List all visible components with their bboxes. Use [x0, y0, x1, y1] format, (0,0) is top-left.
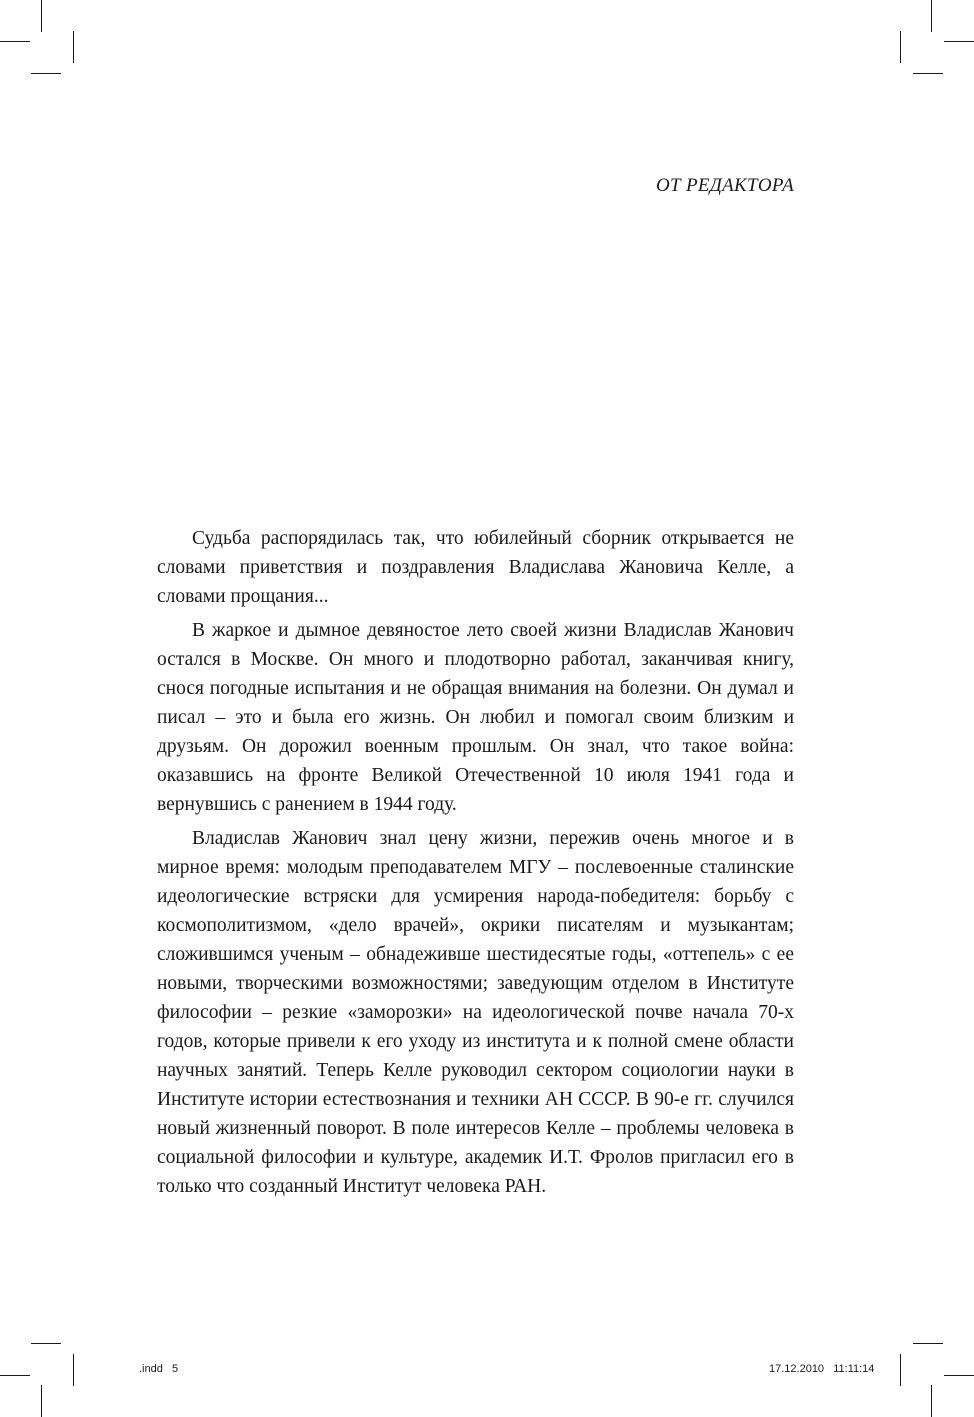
crop-mark-bottom-left-h1: [0, 1375, 30, 1376]
paragraph-1: Судьба распорядилась так, что юбилейный сборник открывается не словами приветствия и поздравления Владислава Жановича Келле, а словами прощания...: [157, 528, 794, 607]
body-text: [157, 524, 794, 1206]
crop-mark-top-right-v2: [900, 31, 901, 63]
crop-mark-bottom-left-h2: [31, 1343, 61, 1344]
paragraph-3: Владислав Жанович знал цену жизни, пережив очень многое и в мирное время: молодым преподавателем МГУ – послевоенные сталинские идеологические встряски для усмирения народа-победителя: борьбу с космополитизмом, «дело врачей», окрики писателям и музыкантам; сложившимся ученым – обнадеживше шестидесятые годы, «оттепель» с ее новыми, творческими возможностями; заведующим отделом в Институте философии – резкие «заморозки» на идеологической почве начала 70-х годов, которые привели к его уходу из института и к полной смене области научных занятий. Теперь Келле руководил сектором социологии науки в Институте истории естествознания и техники АН СССР. В 90-е гг. случился новый жизненный поворот. В поле интересов Келле – проблемы человека в социальной философии и культуре, академик И.Т. Фролов пригласил его в только что созданный Институт человека РАН.: [157, 828, 794, 1197]
crop-mark-bottom-right-h1: [944, 1375, 974, 1376]
crop-mark-bottom-right-v2: [900, 1354, 901, 1386]
paragraph-2: В жаркое и дымное девяностое лето своей жизни Владислав Жанович остался в Москве. Он много и плодотворно работал, заканчивая книгу, снося погодные испытания и не обращая внимания на болезни. Он думал и писал – это и была его жизнь. Он любил и помогал своим близким и друзьям. Он дорожил военным прошлым. Он знал, что такое война: оказавшись на фронте Великой Отечественной 10 июля 1941 года и вернувшись с ранением в 1944 году.: [157, 620, 794, 815]
crop-mark-top-left-h1: [0, 41, 30, 42]
crop-mark-bottom-right-h2: [913, 1343, 943, 1344]
crop-mark-top-right-h2: [913, 73, 943, 74]
slug-file-info: .indd 5: [139, 1363, 179, 1375]
slug-timestamp: 17.12.2010 11:11:14: [769, 1363, 875, 1375]
crop-mark-top-right-h1: [944, 41, 974, 42]
crop-mark-bottom-left-v2: [73, 1354, 74, 1386]
crop-mark-top-right-v1: [931, 0, 932, 32]
crop-mark-bottom-left-v1: [41, 1385, 42, 1417]
crop-mark-top-left-v1: [41, 0, 42, 32]
crop-mark-top-left-v2: [73, 31, 74, 63]
crop-mark-top-left-h2: [31, 73, 61, 74]
running-head: ОТ РЕДАКТОРА: [656, 175, 794, 196]
crop-mark-bottom-right-v1: [931, 1385, 932, 1417]
